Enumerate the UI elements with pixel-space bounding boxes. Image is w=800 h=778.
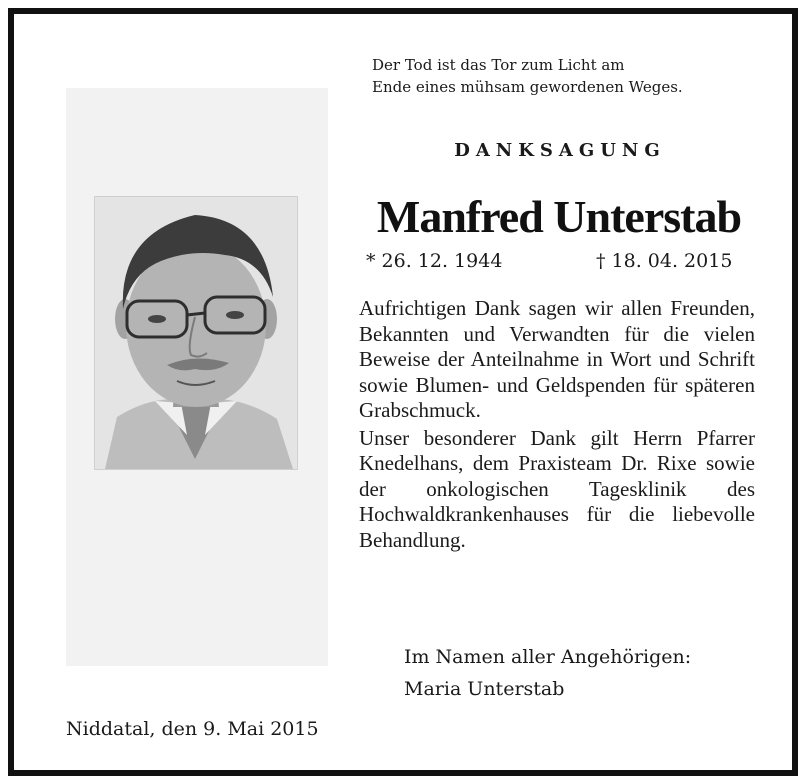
deceased-name: Manfred Unterstab (376, 191, 742, 242)
thanks-paragraph: Unser besonderer Dank gilt Herrn Pfarrer Knedelhans, dem Praxisteam Dr. Rixe sowie der onkologischen Tagesklinik des Hochwaldkrankenhauses für die liebevolle Behandlung. (359, 425, 755, 552)
place-and-date: Niddatal, den 9. Mai 2015 (66, 718, 319, 740)
epigraph-line-1: Der Tod ist das Tor zum Licht am (372, 56, 625, 74)
death-date: † 18. 04. 2015 (596, 250, 733, 272)
portrait-photo (94, 196, 298, 470)
epigraph-line-2: Ende eines mühsam gewordenen Weges. (372, 78, 683, 96)
obituary-frame (8, 8, 798, 776)
thanks-paragraph: Aufrichtigen Dank sagen wir allen Freunden, Bekannten und Verwandten für die vielen Beweise der Anteilnahme in Wort und Schrift sowie Blumen- und Geldspenden für späteren Grabschmuck. (359, 296, 755, 422)
page-heading: DANKSAGUNG (454, 140, 666, 161)
signature-name: Maria Unterstab (404, 678, 565, 700)
photo-panel (66, 88, 328, 666)
birth-date: * 26. 12. 1944 (366, 250, 503, 272)
thanks-text (359, 296, 755, 555)
signature-intro: Im Namen aller Angehörigen: (404, 646, 692, 668)
epigraph-quote (372, 54, 772, 98)
